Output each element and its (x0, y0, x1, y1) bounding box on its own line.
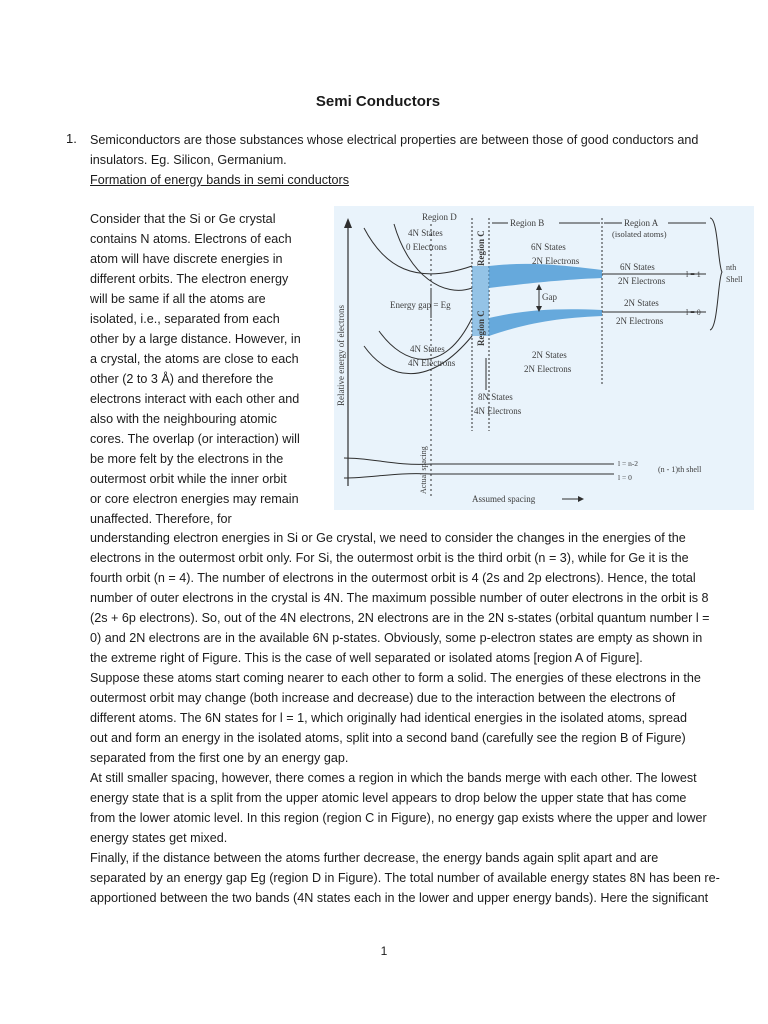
left-line: contains N atoms. Electrons of each (90, 232, 292, 246)
body-line: out and form an energy in the isolated atoms, split into a second band (carefully see the region B of Figure) (90, 731, 686, 745)
body-line: the extreme right of Figure. This is the case of well separated or isolated atoms [region A of Figure]. (90, 651, 643, 665)
actual-spacing-label: Actual spacing (419, 446, 428, 494)
l0-label: l = 0 (686, 308, 701, 317)
region-b-states: 6N States (531, 242, 566, 252)
lower-states-label: 4N States (410, 344, 445, 354)
lower-electrons-label: 4N Electrons (408, 358, 456, 368)
region-a-2n-electrons-1: 2N Electrons (618, 276, 666, 286)
body-line: separated by an energy gap Eg (region D in Figure). The total number of available energy states 8N has been re- (90, 871, 720, 885)
region-b-electrons: 2N Electrons (532, 256, 580, 266)
inner-l-lower: l = 0 (618, 473, 632, 482)
left-line: atom will have discrete energies in (90, 252, 283, 266)
body-line: different atoms. The 6N states for l = 1, which originally had identical energies in the isolated atoms, spread (90, 711, 688, 725)
page-number: 1 (380, 944, 388, 958)
region-a-2n-states: 2N States (624, 298, 659, 308)
shell-n-label: nth (726, 263, 737, 272)
energy-gap-label: Energy gap = Eg (390, 300, 451, 310)
body-line: energy state that is a split from the upper atomic level appears to drop below the upper state that has come (90, 791, 687, 805)
body-line: apportioned between the two bands (4N states each in the lower and upper energy bands). Here the significant (90, 891, 709, 905)
page-title: Semi Conductors (315, 93, 441, 110)
left-line: Consider that the Si or Ge crystal (90, 212, 276, 226)
body-line: fourth orbit (n = 4). The number of electrons in the outermost orbit is 4 (2s and 2p electrons). Hence, the total (90, 571, 696, 585)
l1-label: l = 1 (686, 270, 701, 279)
body-line: separated from the first one by an energy gap. (90, 751, 349, 765)
body-line: outermost orbit may change (both increase and decrease) due to the interaction between the electrons of (90, 691, 676, 705)
gap-label: Gap (542, 292, 557, 302)
body-line: Finally, if the distance between the atoms further decrease, the energy bands again split apart and are (90, 851, 659, 865)
left-line: outermost orbit while the inner orbit (90, 472, 287, 486)
y-axis-label: Relative energy of electrons (336, 304, 346, 406)
body-line: At still smaller spacing, however, there comes a region in which the bands merge with each other. The lowest (90, 771, 697, 785)
left-column-text (90, 209, 312, 529)
body-line: understanding electron energies in Si or Ge crystal, we need to consider the changes in the energies of the (90, 531, 686, 545)
intro-line: insulators. Eg. Silicon, Germanium. (90, 153, 287, 167)
body-line: energy states get mixed. (90, 831, 228, 845)
body-line: Suppose these atoms start coming nearer to each other to form a solid. The energies of these electrons in the (90, 671, 701, 685)
mid-states-label: 8N States (478, 392, 513, 402)
region-b-lower-electrons: 2N Electrons (524, 364, 572, 374)
left-line: electrons interact with each other and (90, 392, 300, 406)
shell-word-label: Shell (726, 275, 743, 284)
isolated-atoms-label: (isolated atoms) (612, 229, 667, 239)
left-line: isolated, i.e., separated from each (90, 312, 280, 326)
left-line: be more felt by the electrons in the (90, 452, 284, 466)
region-a-2n-electrons-2: 2N Electrons (616, 316, 664, 326)
left-line: a crystal, the atoms are close to each (90, 352, 299, 366)
region-b-lower-states: 2N States (532, 350, 567, 360)
energy-band-diagram (334, 206, 754, 510)
body-paragraph (90, 528, 720, 908)
region-b-label: Region B (510, 218, 545, 228)
region-a-6n-states: 6N States (620, 262, 655, 272)
inner-l-upper: l = n-2 (618, 459, 639, 468)
left-line: different orbits. The electron energy (90, 272, 289, 286)
region-c-label-mid: Region C (476, 310, 486, 346)
region-d-states: 4N States (408, 228, 443, 238)
region-d-label: Region D (422, 212, 457, 222)
region-a-label: Region A (624, 218, 659, 228)
intro-paragraph (90, 130, 720, 190)
body-line: number of outer electrons in the crystal is 4N. The maximum possible number of outer electrons in the orbit is 8 (90, 591, 709, 605)
left-line: cores. The overlap (or interaction) will (90, 432, 300, 446)
body-line: 0) and 2N electrons are in the available 6N p-states. Obviously, some p-electron states are empty as shown in (90, 631, 703, 645)
body-line: (2s + 6p electrons). So, out of the 4N electrons, 2N electrons are in the 2N s-states (orbital quantum number l = (90, 611, 710, 625)
left-line: other (2 to 3 Å) and therefore the (90, 372, 274, 386)
list-number: 1. (66, 131, 77, 146)
left-line: or core electron energies may remain (90, 492, 299, 506)
subheading: Formation of energy bands in semi conductors (90, 173, 350, 187)
inner-shell-label: (n - 1)th shell (658, 465, 702, 474)
assumed-spacing-label: Assumed spacing (472, 494, 536, 504)
left-line: will be same if all the atoms are (90, 292, 266, 306)
left-line: unaffected. Therefore, for (90, 512, 232, 526)
region-d-electrons: 0 Electrons (406, 242, 447, 252)
region-c-label-top: Region C (476, 230, 486, 266)
intro-line: Semiconductors are those substances whose electrical properties are between those of good conductors and (90, 133, 699, 147)
mid-electrons-label: 4N Electrons (474, 406, 522, 416)
left-line: also with the neighbouring atomic (90, 412, 277, 426)
body-line: electrons in the outermost orbit only. For Si, the outermost orbit is the third orbit (n = 3), while for Ge it is the (90, 551, 689, 565)
body-line: from the lower atomic level. In this region (region C in Figure), no energy gap exists where the upper and lower (90, 811, 707, 825)
left-line: other by a large distance. However, in (90, 332, 301, 346)
